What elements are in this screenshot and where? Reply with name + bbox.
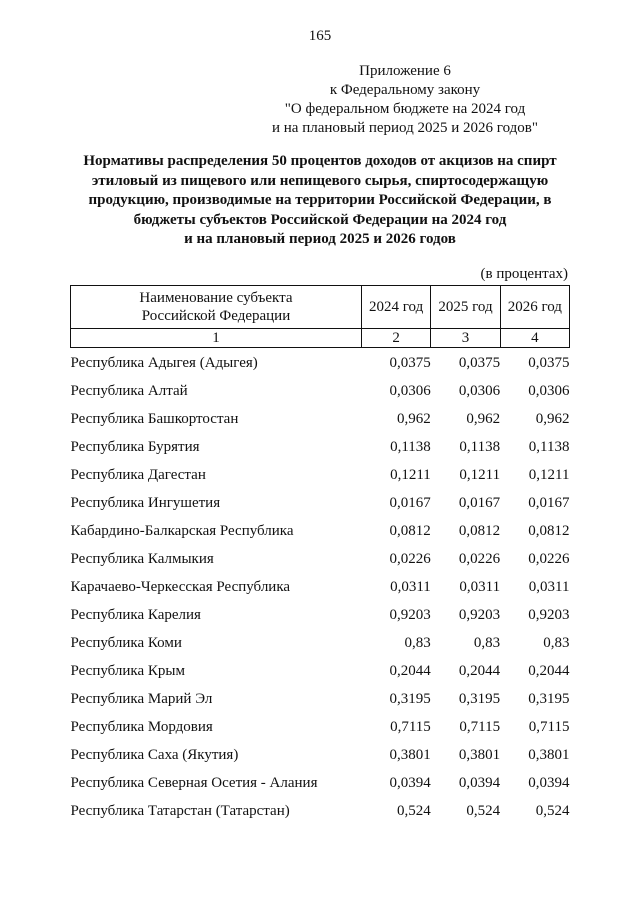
table-row bbox=[71, 517, 570, 545]
value-2025-cell: 0,7115 bbox=[459, 718, 501, 735]
value-2026-cell: 0,0306 bbox=[528, 382, 570, 399]
value-2026-cell: 0,1211 bbox=[528, 466, 570, 483]
subject-name-cell: Республика Дагестан bbox=[70, 466, 206, 483]
value-2024-cell: 0,0306 bbox=[389, 382, 431, 399]
subject-name-cell: Республика Адыгея (Адыгея) bbox=[70, 354, 258, 371]
column-number: 3 bbox=[431, 329, 500, 348]
value-2024-cell: 0,3801 bbox=[389, 746, 431, 763]
value-2024-cell: 0,0167 bbox=[389, 494, 431, 511]
value-2025-cell: 0,0375 bbox=[458, 354, 501, 371]
title-line: Нормативы распределения 50 процентов доходов от акцизов на спирт bbox=[83, 153, 557, 169]
title-line: бюджеты субъектов Российской Федерации на 2024 год bbox=[133, 211, 507, 228]
table-row bbox=[71, 433, 570, 461]
subject-name-cell: Республика Ингушетия bbox=[70, 494, 221, 511]
subject-name-cell: Республика Калмыкия bbox=[70, 550, 214, 567]
table-row bbox=[71, 797, 570, 825]
table-row bbox=[71, 601, 570, 629]
appendix-line: "О федеральном бюджете на 2024 год bbox=[284, 101, 526, 117]
value-2026-cell: 0,2044 bbox=[528, 662, 570, 679]
table-row bbox=[71, 405, 570, 433]
header-subject-line1: Наименование субъекта bbox=[139, 290, 293, 306]
subject-name-cell: Республика Карелия bbox=[70, 606, 201, 623]
value-2025-cell: 0,524 bbox=[466, 802, 501, 819]
table-row bbox=[71, 573, 570, 601]
value-2025-cell: 0,0394 bbox=[458, 774, 501, 791]
value-2026-cell: 0,0226 bbox=[528, 550, 570, 567]
table-row bbox=[71, 713, 570, 741]
value-2025-cell: 0,0311 bbox=[459, 578, 501, 595]
value-2024-cell: 0,0812 bbox=[389, 522, 431, 539]
document-title bbox=[50, 152, 590, 250]
table-row bbox=[71, 741, 570, 769]
appendix-reference bbox=[240, 62, 570, 138]
appendix-line: Приложение 6 bbox=[359, 63, 451, 79]
value-2026-cell: 0,0167 bbox=[528, 494, 570, 511]
header-2024: 2024 год bbox=[361, 286, 430, 329]
title-line: и на плановый период 2025 и 2026 годов bbox=[184, 231, 456, 247]
units-note: (в процентах) bbox=[480, 266, 568, 282]
value-2024-cell: 0,83 bbox=[404, 634, 431, 651]
table-row bbox=[71, 377, 570, 405]
header-subject-name bbox=[71, 286, 362, 329]
value-2026-cell: 0,962 bbox=[535, 410, 570, 427]
value-2025-cell: 0,0226 bbox=[458, 550, 501, 567]
value-2026-cell: 0,83 bbox=[543, 634, 570, 651]
value-2024-cell: 0,524 bbox=[397, 802, 431, 819]
value-2025-cell: 0,962 bbox=[466, 410, 501, 427]
table-row bbox=[71, 489, 570, 517]
value-2025-cell: 0,3801 bbox=[458, 746, 501, 763]
table-body bbox=[71, 348, 570, 826]
table-header-row bbox=[71, 286, 570, 329]
subject-name-cell: Республика Татарстан (Татарстан) bbox=[70, 802, 290, 819]
appendix-line: и на плановый период 2025 и 2026 годов" bbox=[272, 120, 538, 136]
subject-name-cell: Республика Башкортостан bbox=[70, 410, 239, 427]
value-2024-cell: 0,962 bbox=[397, 410, 431, 427]
subject-name-cell: Республика Северная Осетия - Алания bbox=[70, 774, 318, 791]
value-2026-cell: 0,3801 bbox=[528, 746, 570, 763]
subject-name-cell: Республика Марий Эл bbox=[70, 690, 213, 707]
value-2025-cell: 0,9203 bbox=[458, 606, 501, 623]
value-2026-cell: 0,3195 bbox=[528, 690, 570, 707]
value-2026-cell: 0,7115 bbox=[528, 718, 570, 735]
subject-name-cell: Кабардино-Балкарская Республика bbox=[70, 522, 294, 539]
value-2025-cell: 0,0812 bbox=[458, 522, 501, 539]
appendix-line: к Федеральному закону bbox=[329, 82, 481, 98]
value-2024-cell: 0,7115 bbox=[390, 718, 431, 735]
value-2026-cell: 0,0394 bbox=[528, 774, 570, 791]
column-number-row bbox=[71, 329, 570, 348]
header-2025: 2025 год bbox=[431, 286, 500, 329]
page-number: 165 bbox=[308, 28, 332, 44]
value-2026-cell: 0,0812 bbox=[528, 522, 570, 539]
value-2024-cell: 0,3195 bbox=[389, 690, 431, 707]
value-2024-cell: 0,2044 bbox=[389, 662, 431, 679]
header-subject-line2: Российской Федерации bbox=[141, 308, 291, 324]
value-2026-cell: 0,0375 bbox=[528, 354, 570, 371]
value-2026-cell: 0,524 bbox=[535, 802, 570, 819]
value-2024-cell: 0,0311 bbox=[390, 578, 431, 595]
subject-name-cell: Республика Коми bbox=[70, 634, 182, 651]
table-row bbox=[71, 629, 570, 657]
value-2025-cell: 0,1211 bbox=[459, 466, 501, 483]
value-2025-cell: 0,3195 bbox=[458, 690, 501, 707]
table-row bbox=[71, 769, 570, 797]
value-2024-cell: 0,0394 bbox=[389, 774, 431, 791]
subject-name-cell: Республика Мордовия bbox=[70, 718, 213, 735]
subject-name-cell: Республика Бурятия bbox=[70, 438, 200, 455]
value-2026-cell: 0,1138 bbox=[528, 438, 570, 455]
value-2024-cell: 0,0226 bbox=[389, 550, 431, 567]
value-2024-cell: 0,0375 bbox=[389, 354, 431, 371]
table-row bbox=[71, 657, 570, 685]
value-2025-cell: 0,0306 bbox=[458, 382, 501, 399]
value-2025-cell: 0,1138 bbox=[459, 438, 501, 455]
table-row bbox=[71, 545, 570, 573]
value-2025-cell: 0,83 bbox=[473, 634, 501, 651]
value-2026-cell: 0,0311 bbox=[528, 578, 570, 595]
subject-name-cell: Республика Крым bbox=[70, 662, 185, 679]
value-2024-cell: 0,1138 bbox=[390, 438, 431, 455]
value-2024-cell: 0,1211 bbox=[390, 466, 431, 483]
title-line: этиловый из пищевого или непищевого сырья, спиртосодержащую bbox=[91, 172, 549, 189]
column-number: 2 bbox=[361, 329, 430, 348]
value-2026-cell: 0,9203 bbox=[528, 606, 570, 623]
column-number: 1 bbox=[71, 329, 362, 348]
table-row bbox=[71, 461, 570, 489]
distribution-table bbox=[70, 285, 570, 825]
table-row bbox=[71, 348, 570, 378]
title-line: продукцию, производимые на территории Российской Федерации, в bbox=[88, 192, 552, 208]
subject-name-cell: Карачаево-Черкесская Республика bbox=[70, 578, 291, 595]
header-2026: 2026 год bbox=[500, 286, 569, 329]
subject-name-cell: Республика Саха (Якутия) bbox=[70, 746, 239, 763]
column-number: 4 bbox=[500, 329, 569, 348]
table-row bbox=[71, 685, 570, 713]
value-2025-cell: 0,0167 bbox=[458, 494, 501, 511]
subject-name-cell: Республика Алтай bbox=[70, 382, 188, 399]
value-2025-cell: 0,2044 bbox=[458, 662, 501, 679]
value-2024-cell: 0,9203 bbox=[389, 606, 431, 623]
